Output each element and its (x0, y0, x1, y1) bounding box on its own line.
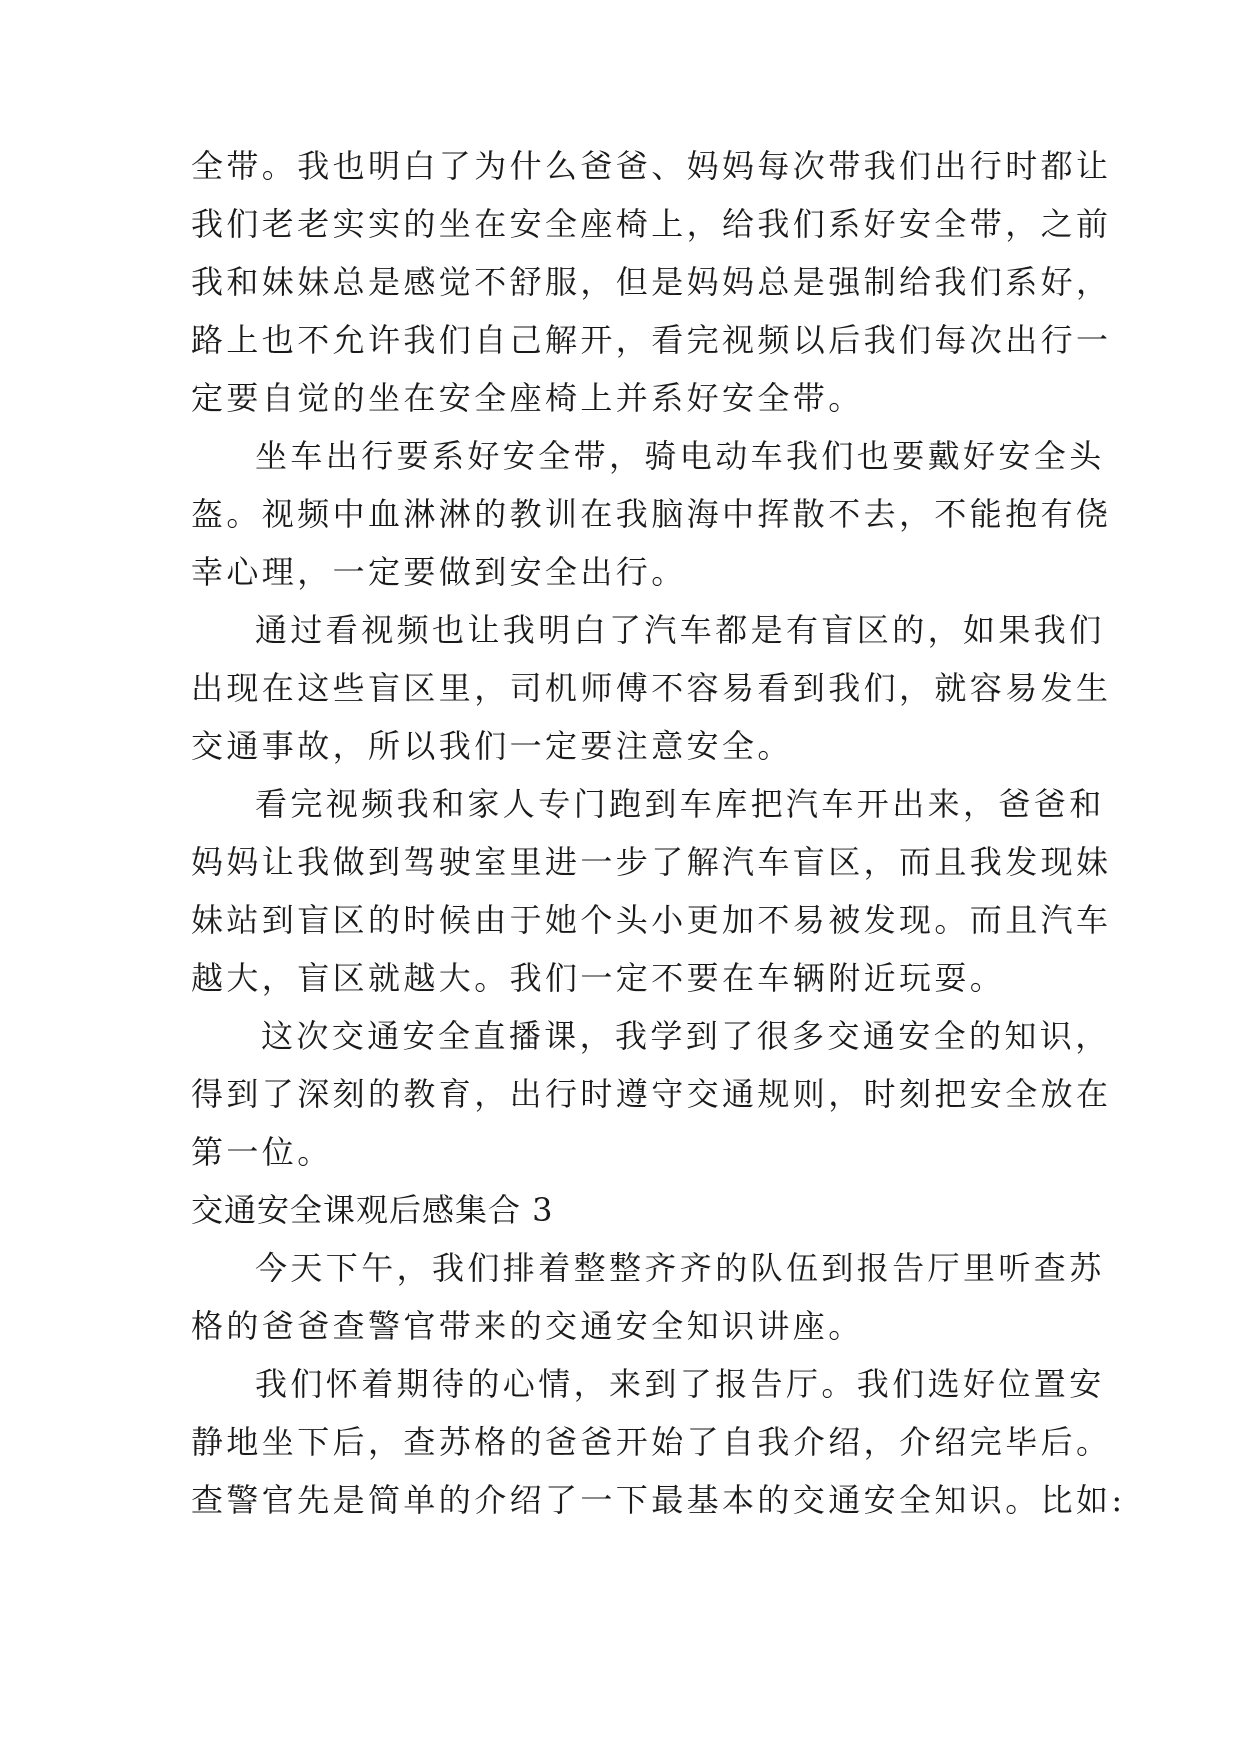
paragraph-first-line: 这次交通安全直播课，我学到了很多交通安全的知识， (261, 1017, 1111, 1055)
text-line: 幸心理，一定要做到安全出行。 (191, 553, 687, 591)
paragraph-first-line: 看完视频我和家人专门跑到车库把汽车开出来，爸爸和 (255, 785, 1105, 823)
text-line: 我和妹妹总是感觉不舒服，但是妈妈总是强制给我们系好， (191, 263, 1112, 301)
text-line: 得到了深刻的教育，出行时遵守交通规则，时刻把安全放在 (191, 1075, 1112, 1113)
text-line: 盔。视频中血淋淋的教训在我脑海中挥散不去，不能抱有侥 (191, 495, 1112, 533)
section-heading: 交通安全课观后感集合 3 (191, 1191, 554, 1229)
text-line: 路上也不允许我们自己解开，看完视频以后我们每次出行一 (191, 321, 1112, 359)
text-line: 定要自觉的坐在安全座椅上并系好安全带。 (191, 379, 864, 417)
document-body (191, 137, 1126, 1529)
text-line: 第一位。 (191, 1133, 333, 1171)
text-line: 妈妈让我做到驾驶室里进一步了解汽车盲区，而且我发现妹 (191, 843, 1112, 881)
text-line: 出现在这些盲区里，司机师傅不容易看到我们，就容易发生 (191, 669, 1112, 707)
paragraph-first-line: 坐车出行要系好安全带，骑电动车我们也要戴好安全头 (255, 437, 1105, 475)
text-line: 格的爸爸查警官带来的交通安全知识讲座。 (191, 1307, 864, 1345)
paragraph-first-line: 我们怀着期待的心情，来到了报告厅。我们选好位置安 (255, 1365, 1105, 1403)
text-line: 妹站到盲区的时候由于她个头小更加不易被发现。而且汽车 (191, 901, 1112, 939)
text-line: 交通事故，所以我们一定要注意安全。 (191, 727, 793, 765)
paragraph-first-line: 通过看视频也让我明白了汽车都是有盲区的，如果我们 (255, 611, 1105, 649)
text-line: 查警官先是简单的介绍了一下最基本的交通安全知识。比如: (191, 1481, 1126, 1519)
text-line: 越大，盲区就越大。我们一定不要在车辆附近玩耍。 (191, 959, 1006, 997)
paragraph-first-line: 今天下午，我们排着整整齐齐的队伍到报告厅里听查苏 (255, 1249, 1105, 1287)
text-line: 我们老老实实的坐在安全座椅上，给我们系好安全带，之前 (191, 205, 1112, 243)
text-line: 全带。我也明白了为什么爸爸、妈妈每次带我们出行时都让 (191, 147, 1112, 185)
text-line: 静地坐下后，查苏格的爸爸开始了自我介绍，介绍完毕后。 (191, 1423, 1112, 1461)
